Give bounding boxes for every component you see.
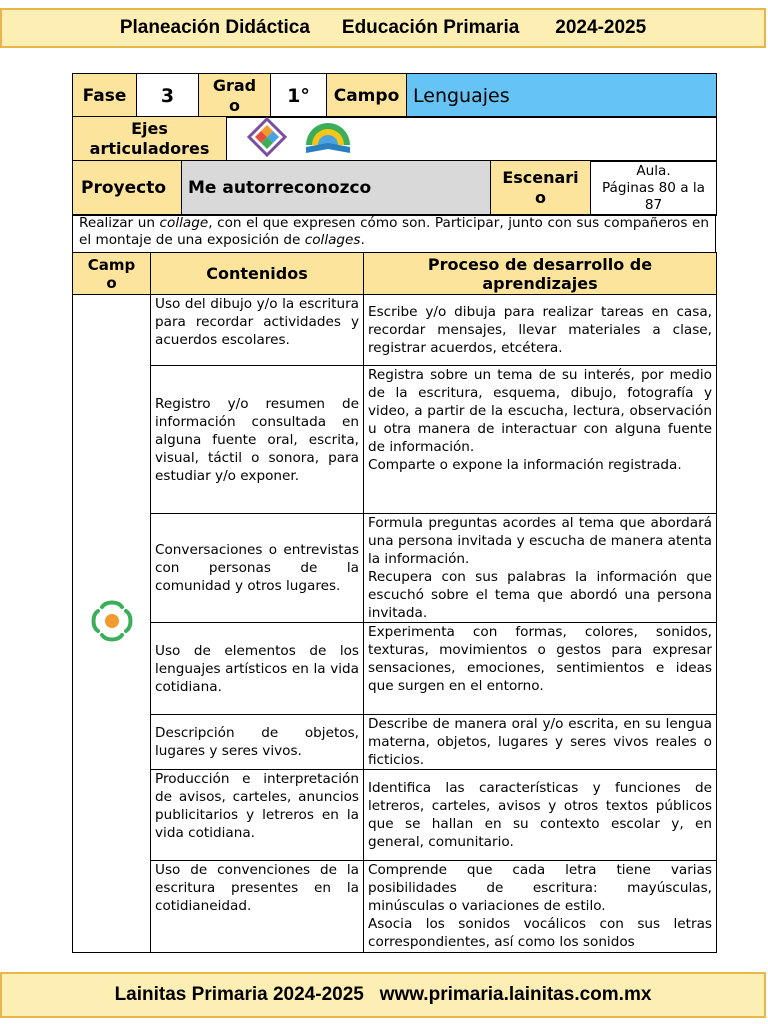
- learning-table: [72, 252, 717, 953]
- proceso-cell: Registra sobre un tema de su interés, por medio de la escritura, esquema, dibujo, fotografía y video, a partir de la escucha, lectura, observación u otra manera de interactuar con alguna fuente de información. Comparte o expone la información registrada.: [364, 366, 717, 514]
- diamond-arrows-icon: [247, 117, 287, 161]
- table-row: [73, 770, 717, 861]
- proceso-cell: Experimenta con formas, colores, sonidos, texturas, movimientos o gestos para expresar sensaciones, emociones, sentimientos e ideas que surgen en el entorno.: [364, 623, 717, 715]
- escenario-label: Escenari o: [491, 161, 591, 216]
- proceso-cell: Formula preguntas acordes al tema que abordará una persona invitada y escucha de manera atenta la información. Recupera con sus palabras la información que escuchó sobre el tema que abordó una persona invitada.: [364, 514, 717, 623]
- proyecto-label: Proyecto: [73, 161, 182, 216]
- proceso-cell: Identifica las características y funciones de letreros, carteles, avisos y otros textos públicos que se hallan en su contexto escolar y, en general, comunitario.: [364, 770, 717, 861]
- footer-banner: [0, 972, 766, 1018]
- ejes-label: Ejes articuladores: [73, 117, 227, 162]
- table-row: [73, 623, 717, 715]
- footer-text: Lainitas Primaria 2024-2025 www.primaria.lainitas.com.mx: [114, 984, 652, 1005]
- rainbow-book-icon: [302, 119, 354, 159]
- table-row: [73, 295, 717, 366]
- table-row: [73, 715, 717, 770]
- header-level: Educación Primaria: [341, 17, 520, 38]
- header-banner: [0, 8, 766, 48]
- contenido-cell: Uso de elementos de los lenguajes artísticos en la vida cotidiana.: [151, 623, 364, 715]
- fase-value: 3: [137, 74, 199, 118]
- table-row: [73, 514, 717, 623]
- info-row-1: [72, 73, 717, 118]
- ejes-icons: [227, 117, 717, 162]
- header-title: Planeación Didáctica: [119, 17, 310, 38]
- contenido-cell: Uso de convenciones de la escritura presentes en la cotidianeidad.: [151, 861, 364, 953]
- table-row: [73, 366, 717, 514]
- campo-icon-cell: [73, 295, 151, 953]
- proyecto-value: Me autorreconozco: [182, 161, 491, 216]
- info-row-2: [72, 116, 717, 162]
- proceso-cell: Describe de manera oral y/o escrita, en su lengua materna, objetos, lugares y seres vivos reales o ficticios.: [364, 715, 717, 770]
- proceso-cell: Escribe y/o dibuja para realizar tareas en casa, recordar mensajes, llevar materiales a clase, registrar acuerdos, etcétera.: [364, 295, 717, 366]
- escenario-value: Aula. Páginas 80 a la 87: [591, 161, 717, 216]
- col-header-proceso: Proceso de desarrollo de aprendizajes: [364, 253, 717, 295]
- fase-label: Fase: [73, 74, 137, 118]
- contenido-cell: Conversaciones o entrevistas con personas de la comunidad y otros lugares.: [151, 514, 364, 623]
- grado-value: 1°: [271, 74, 327, 118]
- community-circle-icon: [88, 597, 136, 650]
- col-header-contenidos: Contenidos: [151, 253, 364, 295]
- grado-label: Grad o: [199, 74, 271, 118]
- contenido-cell: Producción e interpretación de avisos, carteles, anuncios publicitarios y letreros en la vida cotidiana.: [151, 770, 364, 861]
- col-header-campo: Camp o: [73, 253, 151, 295]
- campo-label: Campo: [327, 74, 407, 118]
- contenido-cell: Descripción de objetos, lugares y seres vivos.: [151, 715, 364, 770]
- contenido-cell: Uso del dibujo y/o la escritura para recordar actividades y acuerdos escolares.: [151, 295, 364, 366]
- header-year: 2024-2025: [555, 17, 647, 38]
- table-header-row: [73, 253, 717, 295]
- project-description: Realizar un collage, con el que expresen cómo son. Participar, junto con sus compañeros en el montaje de una exposición de collages.: [72, 214, 716, 253]
- campo-value: Lenguajes: [407, 74, 717, 118]
- contenido-cell: Registro y/o resumen de información consultada en alguna fuente oral, escrita, visual, táctil o sonora, para estudiar y/o exponer.: [151, 366, 364, 514]
- table-row: [73, 861, 717, 953]
- info-row-3: [72, 160, 717, 216]
- proceso-cell: Comprende que cada letra tiene varias posibilidades de escritura: mayúsculas, minúsculas o variaciones de estilo. Asocia los sonidos vocálicos con sus letras correspondientes, así como los sonidos: [364, 861, 717, 953]
